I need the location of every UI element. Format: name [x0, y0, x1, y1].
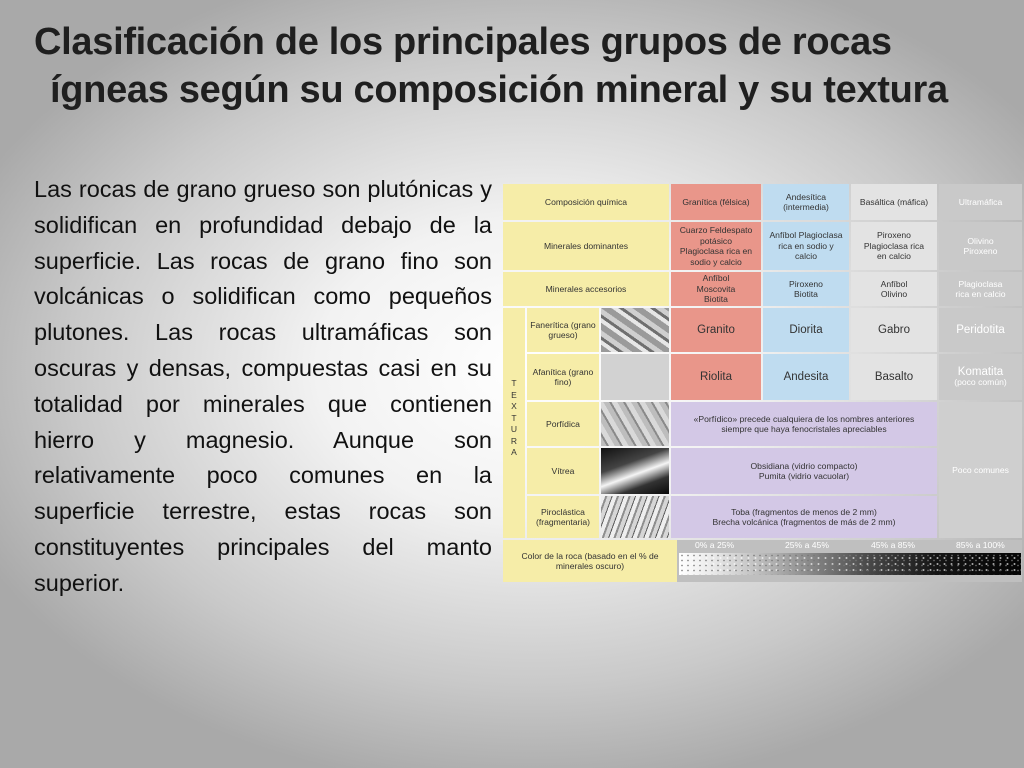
- cell-andesita: Andesita: [763, 354, 849, 400]
- header-composicion: Composición química: [503, 184, 669, 220]
- cell-peridotita: Peridotita: [939, 308, 1022, 352]
- cell-accesorios-ultramafica: Plagioclasa rica en calcio: [939, 272, 1022, 306]
- cell-vitrea-description: Obsidiana (vidrio compacto) Pumita (vidrio vacuolar): [671, 448, 937, 494]
- igneous-rock-classification-table: [503, 184, 1022, 582]
- cell-diorita: Diorita: [763, 308, 849, 352]
- row-label-porfidica: Porfídica: [527, 402, 599, 446]
- rock-color-gradient-bar: [679, 553, 1021, 575]
- row-label-color-roca: Color de la roca (basado en el % de minerales oscuro): [503, 540, 677, 582]
- row-label-faneritica: Fanerítica (grano grueso): [527, 308, 599, 352]
- slide-title: [34, 18, 994, 114]
- header-ultramafica: Ultramáfica: [939, 184, 1022, 220]
- cell-riolita: Riolita: [671, 354, 761, 400]
- cell-accesorios-granitica: Anfíbol Moscovita Biotita: [671, 272, 761, 306]
- cell-piroclastica-description: Toba (fragmentos de menos de 2 mm) Brecha volcánica (fragmentos de más de 2 mm): [671, 496, 937, 538]
- porfidica-texture-image: [601, 402, 669, 446]
- body-paragraph: Las rocas de grano grueso son plutónicas y solidifican en profundidad debajo de la superficie. Las rocas de grano fino son volcánicas o solidifican como pequeños plutones. Las rocas ultramáficas son oscuras y densas, compuestas casi en su totalidad por minerales que contienen hierro y magnesio. Aunque son relativamente poco comunes en la superficie terrestre, estas rocas son constituyentes principales del manto superior.: [34, 176, 492, 596]
- cell-porfidica-description: «Porfídico» precede cualquiera de los nombres anteriores siempre que haya fenocristales apreciables: [671, 402, 937, 446]
- textura-vertical-label: T E X T U R A: [503, 308, 525, 538]
- color-range-4: 85% a 100%: [956, 540, 1005, 550]
- header-andesitica: Andesítica (intermedia): [763, 184, 849, 220]
- cell-komatita: Komatita (poco común): [939, 354, 1022, 400]
- cell-dominantes-basaltica: Piroxeno Plagioclasa rica en calcio: [851, 222, 937, 270]
- row-label-vitrea: Vítrea: [527, 448, 599, 494]
- header-granitica: Granítica (félsica): [671, 184, 761, 220]
- piroclastica-texture-image: [601, 496, 669, 538]
- header-basaltica: Basáltica (máfica): [851, 184, 937, 220]
- color-range-1: 0% a 25%: [695, 540, 735, 550]
- cell-basalto: Basalto: [851, 354, 937, 400]
- cell-granito: Granito: [671, 308, 761, 352]
- faneritica-texture-image: [601, 308, 669, 352]
- cell-dominantes-andesitica: Anfíbol Plagioclasa rica en sodio y calcio: [763, 222, 849, 270]
- cell-dominantes-ultramafica: Olivino Piroxeno: [939, 222, 1022, 270]
- cell-accesorios-basaltica: Anfíbol Olivino: [851, 272, 937, 306]
- title-line-1: Clasificación de los principales grupos de rocas: [34, 21, 892, 63]
- row-label-piroclastica: Piroclástica (fragmentaria): [527, 496, 599, 538]
- cell-gabro: Gabro: [851, 308, 937, 352]
- row-label-minerales-accesorios: Minerales accesorios: [503, 272, 669, 306]
- title-line-2: ígneas según su composición mineral y su textura: [50, 69, 948, 111]
- afanitica-texture-image: [601, 354, 669, 400]
- row-label-afanitica: Afanítica (grano fino): [527, 354, 599, 400]
- color-range-2: 25% a 45%: [785, 540, 829, 550]
- cell-dominantes-granitica: Cuarzo Feldespato potásico Plagioclasa rica en sodio y calcio: [671, 222, 761, 270]
- row-label-minerales-dominantes: Minerales dominantes: [503, 222, 669, 270]
- cell-accesorios-andesitica: Piroxeno Biotita: [763, 272, 849, 306]
- cell-poco-comunes: Poco comunes: [939, 402, 1022, 538]
- color-range-3: 45% a 85%: [871, 540, 915, 550]
- vitrea-texture-image: [601, 448, 669, 494]
